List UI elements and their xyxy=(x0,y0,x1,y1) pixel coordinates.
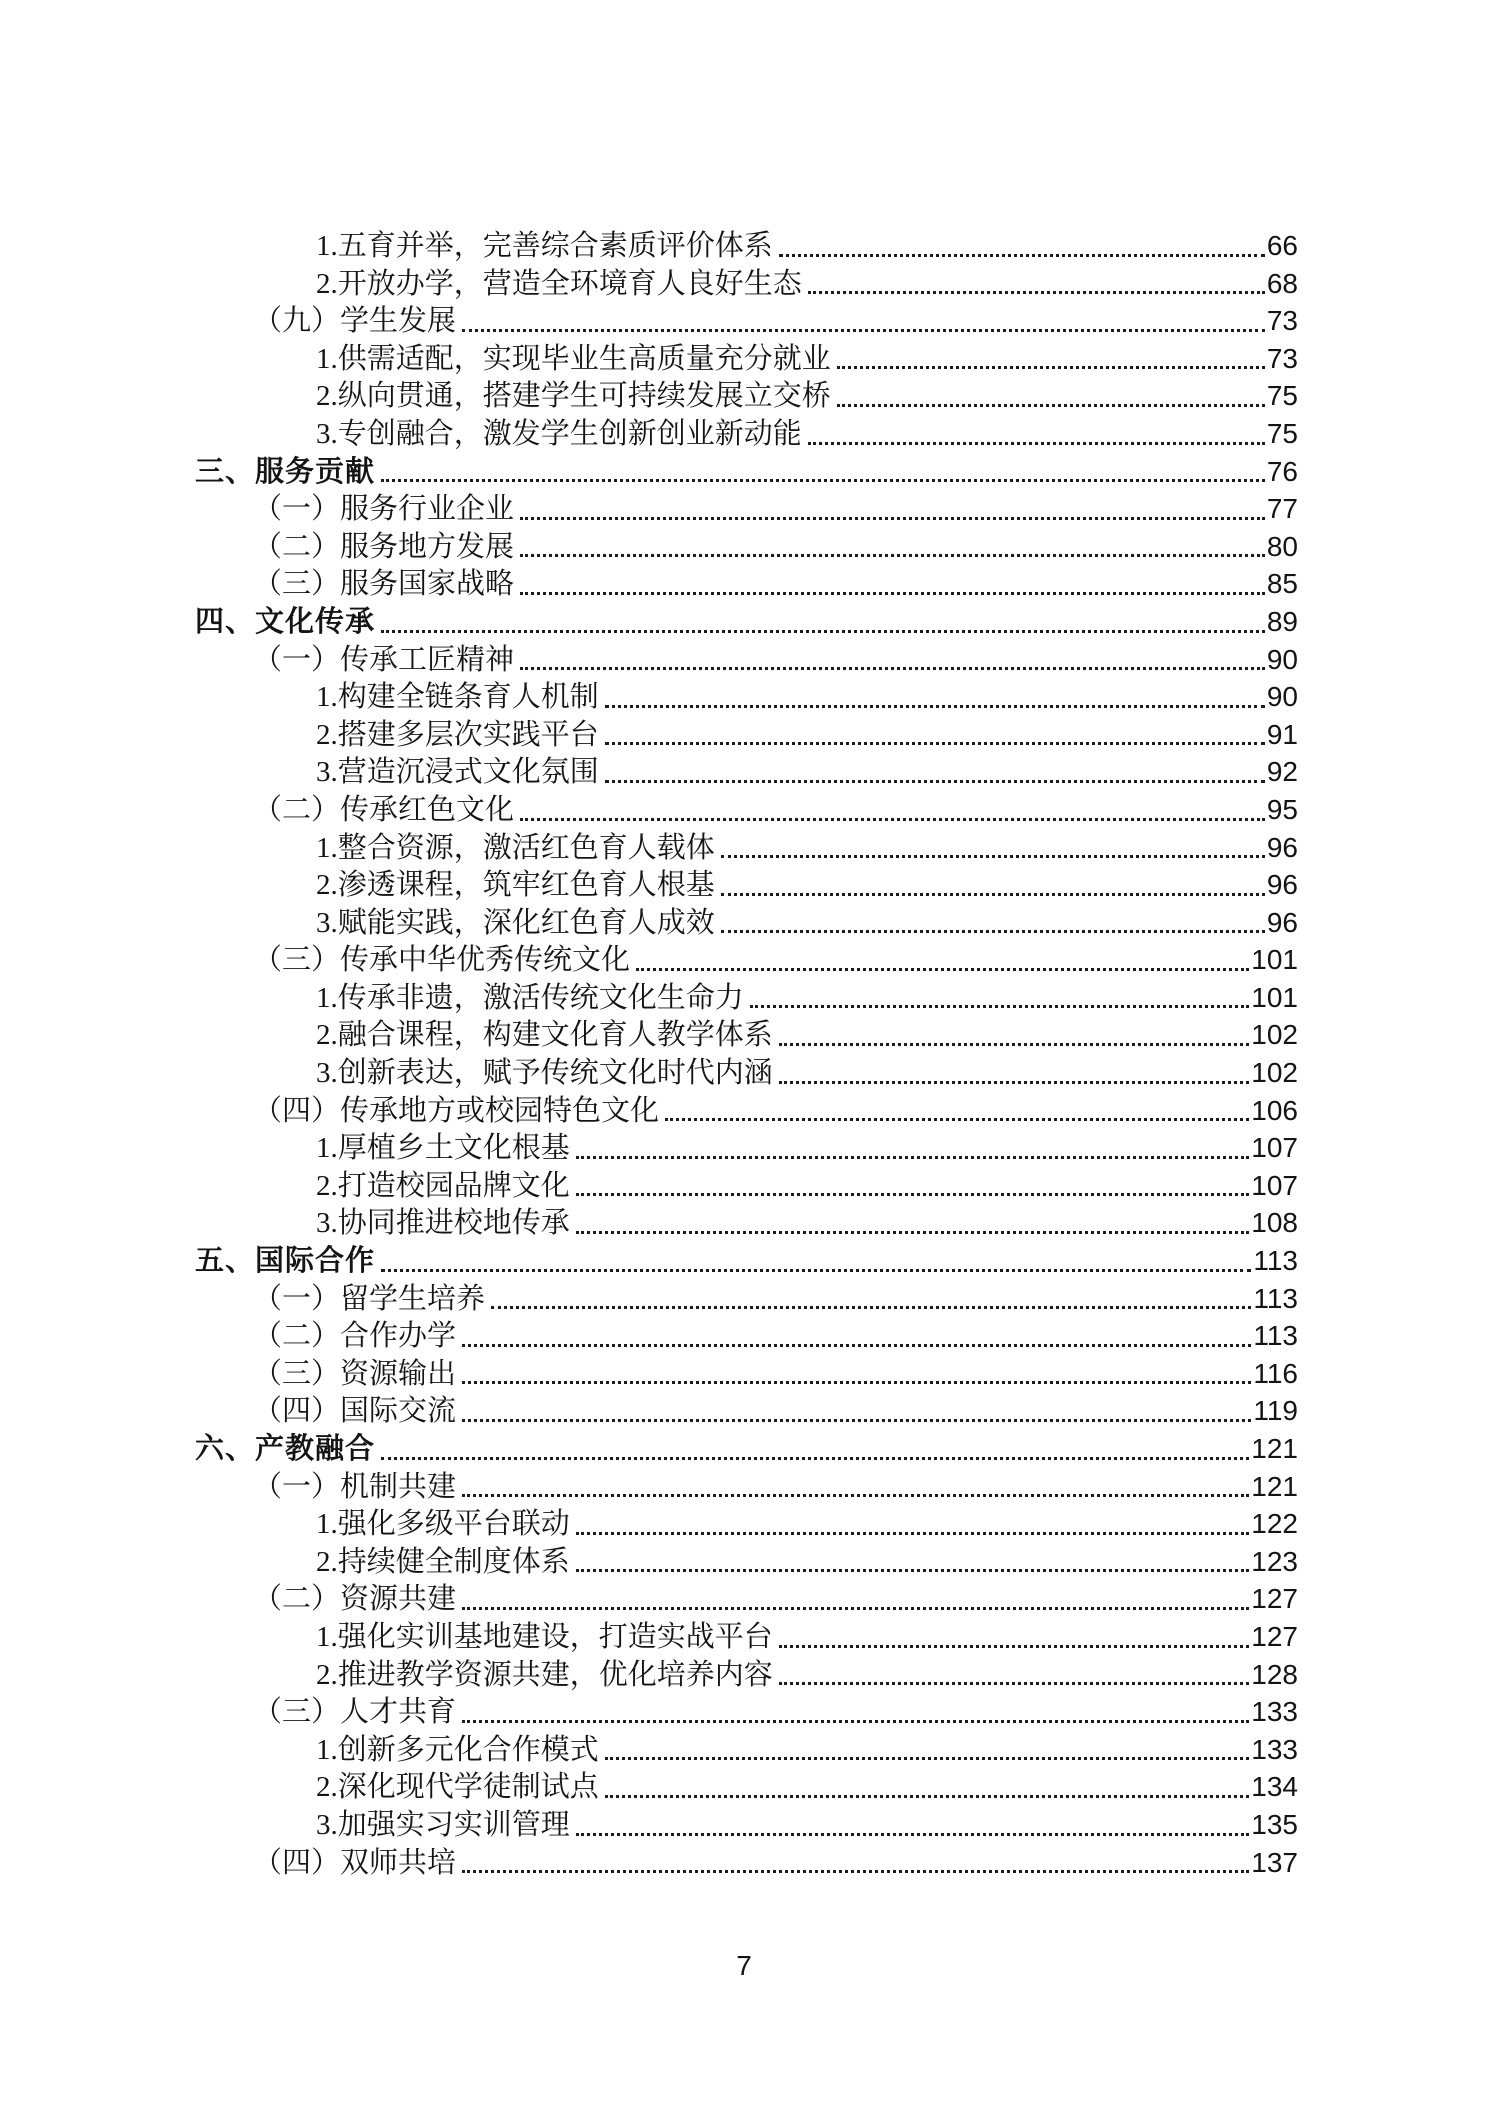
toc-entry-label: 2.渗透课程，筑牢红色育人根基 xyxy=(316,869,715,902)
toc-entry-label: （四）国际交流 xyxy=(253,1395,457,1428)
toc-entry-page: 101 xyxy=(1251,944,1298,976)
toc-entry[interactable] xyxy=(0,453,1298,491)
toc-entry-label: 2.融合课程，构建文化育人教学体系 xyxy=(316,1019,773,1052)
toc-entry[interactable] xyxy=(0,1693,1298,1731)
toc-entry-page: 113 xyxy=(1253,1282,1298,1314)
toc-entry-label: 1.强化多级平台联动 xyxy=(316,1508,570,1541)
toc-entry-label: （四）双师共培 xyxy=(253,1846,457,1879)
toc-entry-label: 1.强化实训基地建设，打造实战平台 xyxy=(316,1620,773,1653)
toc-entry[interactable] xyxy=(0,1768,1298,1806)
dot-leader xyxy=(721,855,1265,858)
toc-entry[interactable] xyxy=(0,753,1298,791)
dot-leader xyxy=(381,1457,1249,1460)
toc-entry[interactable] xyxy=(0,979,1298,1017)
toc-entry[interactable] xyxy=(0,1129,1298,1167)
dot-leader xyxy=(462,1344,1251,1347)
dot-leader xyxy=(520,554,1265,557)
toc-entry[interactable] xyxy=(0,1167,1298,1205)
toc-entry-label: （一）机制共建 xyxy=(253,1470,457,1503)
toc-entry-label: （二）传承红色文化 xyxy=(253,793,515,826)
dot-leader xyxy=(381,630,1265,633)
toc-entry-page: 75 xyxy=(1266,380,1298,412)
toc-entry-label: 1.厚植乡土文化根基 xyxy=(316,1132,570,1165)
toc-entry-page: 80 xyxy=(1266,530,1298,562)
toc-entry[interactable] xyxy=(0,1430,1298,1468)
toc-entry-label: 三、服务贡献 xyxy=(195,455,376,488)
toc-entry-label: 2.纵向贯通，搭建学生可持续发展立交桥 xyxy=(316,380,831,413)
toc-list xyxy=(0,227,1298,1881)
toc-entry[interactable] xyxy=(0,603,1298,641)
toc-entry[interactable] xyxy=(0,340,1298,378)
toc-entry-label: （九）学生发展 xyxy=(253,305,457,338)
toc-entry[interactable] xyxy=(0,1054,1298,1092)
toc-entry-label: （一）传承工匠精神 xyxy=(253,643,515,676)
toc-entry-page: 121 xyxy=(1251,1470,1298,1502)
toc-entry-label: （二）合作办学 xyxy=(253,1320,457,1353)
toc-entry[interactable] xyxy=(0,1317,1298,1355)
toc-entry-page: 96 xyxy=(1266,869,1298,901)
dot-leader xyxy=(576,1156,1250,1159)
toc-entry-page: 73 xyxy=(1266,305,1298,337)
toc-entry-page: 127 xyxy=(1251,1620,1298,1652)
toc-entry[interactable] xyxy=(0,1618,1298,1656)
toc-entry[interactable] xyxy=(0,265,1298,303)
dot-leader xyxy=(665,1118,1249,1121)
dot-leader xyxy=(576,1532,1250,1535)
toc-entry[interactable] xyxy=(0,1543,1298,1581)
dot-leader xyxy=(520,592,1265,595)
toc-entry-page: 90 xyxy=(1266,681,1298,713)
dot-leader xyxy=(381,479,1265,482)
toc-entry-label: 3.赋能实践，深化红色育人成效 xyxy=(316,906,715,939)
toc-entry[interactable] xyxy=(0,678,1298,716)
toc-entry[interactable] xyxy=(0,941,1298,979)
dot-leader xyxy=(576,1231,1250,1234)
toc-entry-page: 75 xyxy=(1266,417,1298,449)
toc-entry[interactable] xyxy=(0,1355,1298,1393)
toc-entry-page: 96 xyxy=(1266,906,1298,938)
toc-entry-label: 3.协同推进校地传承 xyxy=(316,1207,570,1240)
toc-entry-label: 2.打造校园品牌文化 xyxy=(316,1169,570,1202)
toc-entry[interactable] xyxy=(0,377,1298,415)
toc-entry-page: 89 xyxy=(1266,605,1298,637)
toc-entry[interactable] xyxy=(0,528,1298,566)
footer-page-number: 7 xyxy=(736,1950,752,1981)
toc-entry[interactable] xyxy=(0,565,1298,603)
dot-leader xyxy=(462,1381,1251,1384)
toc-entry-label: 1.构建全链条育人机制 xyxy=(316,681,599,714)
toc-entry-label: 1.传承非遗，激活传统文化生命力 xyxy=(316,981,744,1014)
dot-leader xyxy=(808,442,1265,445)
toc-entry-page: 107 xyxy=(1251,1169,1298,1201)
toc-entry-page: 123 xyxy=(1251,1545,1298,1577)
dot-leader xyxy=(721,893,1265,896)
toc-entry-label: 2.搭建多层次实践平台 xyxy=(316,718,599,751)
toc-entry-label: （三）服务国家战略 xyxy=(253,568,515,601)
toc-entry-page: 113 xyxy=(1253,1245,1298,1277)
toc-entry-label: 六、产教融合 xyxy=(195,1433,376,1465)
dot-leader xyxy=(605,780,1265,783)
dot-leader xyxy=(462,329,1265,332)
toc-entry-page: 102 xyxy=(1251,1057,1298,1089)
toc-entry-label: 1.整合资源，激活红色育人载体 xyxy=(316,831,715,864)
toc-entry-page: 90 xyxy=(1266,643,1298,675)
dot-leader xyxy=(605,705,1265,708)
toc-entry-label: （一）服务行业企业 xyxy=(253,493,515,526)
toc-entry-label: 3.专创融合，激发学生创新创业新动能 xyxy=(316,417,802,450)
toc-entry[interactable] xyxy=(0,1656,1298,1694)
toc-entry-label: 四、文化传承 xyxy=(195,605,376,638)
dot-leader xyxy=(779,1645,1250,1648)
toc-entry-page: 116 xyxy=(1253,1357,1298,1389)
toc-entry[interactable] xyxy=(0,791,1298,829)
toc-entry-page: 68 xyxy=(1266,267,1298,299)
toc-entry-label: 1.供需适配，实现毕业生高质量充分就业 xyxy=(316,342,831,375)
toc-entry[interactable] xyxy=(0,227,1298,265)
toc-entry-page: 92 xyxy=(1266,756,1298,788)
toc-entry-page: 119 xyxy=(1253,1395,1298,1427)
toc-entry-page: 76 xyxy=(1266,455,1298,487)
toc-entry-page: 121 xyxy=(1251,1433,1298,1464)
toc-entry-page: 122 xyxy=(1251,1508,1298,1540)
dot-leader xyxy=(520,667,1265,670)
dot-leader xyxy=(462,1720,1249,1723)
dot-leader xyxy=(520,818,1265,821)
toc-entry-page: 101 xyxy=(1251,981,1298,1013)
dot-leader xyxy=(636,968,1249,971)
dot-leader xyxy=(605,1795,1250,1798)
toc-entry[interactable] xyxy=(0,1731,1298,1769)
toc-entry[interactable] xyxy=(0,1580,1298,1618)
toc-entry-label: 2.深化现代学徒制试点 xyxy=(316,1771,599,1804)
toc-entry-label: （二）服务地方发展 xyxy=(253,530,515,563)
dot-leader xyxy=(837,404,1265,407)
toc-entry[interactable] xyxy=(0,1016,1298,1054)
dot-leader xyxy=(837,366,1265,369)
toc-entry-page: 96 xyxy=(1266,831,1298,863)
toc-entry-label: （四）传承地方或校园特色文化 xyxy=(253,1094,660,1127)
toc-entry[interactable] xyxy=(0,716,1298,754)
toc-entry[interactable] xyxy=(0,1806,1298,1844)
toc-entry-label: （二）资源共建 xyxy=(253,1583,457,1616)
toc-entry-page: 102 xyxy=(1251,1019,1298,1051)
dot-leader xyxy=(721,930,1265,933)
toc-entry[interactable] xyxy=(0,1844,1298,1882)
toc-entry-page: 128 xyxy=(1251,1658,1298,1690)
dot-leader xyxy=(576,1569,1250,1572)
dot-leader xyxy=(381,1269,1251,1272)
toc-entry[interactable] xyxy=(0,641,1298,679)
toc-entry-page: 133 xyxy=(1251,1696,1298,1728)
toc-entry-page: 107 xyxy=(1251,1132,1298,1164)
dot-leader xyxy=(491,1306,1251,1309)
toc-entry-label: （一）留学生培养 xyxy=(253,1282,486,1315)
toc-entry[interactable] xyxy=(0,302,1298,340)
dot-leader xyxy=(808,291,1265,294)
toc-entry-page: 133 xyxy=(1251,1733,1298,1765)
toc-entry-label: （三）传承中华优秀传统文化 xyxy=(253,944,631,977)
dot-leader xyxy=(462,1494,1249,1497)
toc-entry[interactable] xyxy=(0,1392,1298,1430)
toc-entry-page: 95 xyxy=(1266,793,1298,825)
toc-entry-label: 五、国际合作 xyxy=(195,1245,376,1278)
toc-entry-label: （三）资源输出 xyxy=(253,1357,457,1390)
toc-entry[interactable] xyxy=(0,904,1298,942)
toc-entry-label: 3.创新表达，赋予传统文化时代内涵 xyxy=(316,1057,773,1090)
toc-entry[interactable] xyxy=(0,490,1298,528)
toc-entry[interactable] xyxy=(0,1468,1298,1506)
toc-entry[interactable] xyxy=(0,1505,1298,1543)
dot-leader xyxy=(605,1757,1250,1760)
toc-entry-page: 106 xyxy=(1251,1094,1298,1126)
toc-entry[interactable] xyxy=(0,415,1298,453)
toc-entry-page: 134 xyxy=(1251,1771,1298,1803)
toc-entry-page: 66 xyxy=(1266,230,1298,261)
toc-entry[interactable] xyxy=(0,1092,1298,1130)
dot-leader xyxy=(462,1419,1251,1422)
toc-entry-label: 1.五育并举，完善综合素质评价体系 xyxy=(316,230,773,262)
dot-leader xyxy=(576,1833,1250,1836)
toc-entry-page: 108 xyxy=(1251,1207,1298,1239)
dot-leader xyxy=(779,254,1265,257)
toc-entry-page: 85 xyxy=(1266,568,1298,600)
dot-leader xyxy=(779,1043,1250,1046)
toc-entry-label: 2.持续健全制度体系 xyxy=(316,1545,570,1578)
dot-leader xyxy=(462,1607,1249,1610)
dot-leader xyxy=(750,1005,1250,1008)
toc-entry-label: （三）人才共育 xyxy=(253,1696,457,1729)
toc-entry[interactable] xyxy=(0,1242,1298,1280)
toc-entry-page: 77 xyxy=(1266,493,1298,525)
toc-entry-label: 3.营造沉浸式文化氛围 xyxy=(316,756,599,789)
toc-entry-page: 127 xyxy=(1251,1583,1298,1615)
toc-entry[interactable] xyxy=(0,829,1298,867)
dot-leader xyxy=(605,742,1265,745)
toc-entry-page: 73 xyxy=(1266,342,1298,374)
toc-entry-label: 2.推进教学资源共建，优化培养内容 xyxy=(316,1658,773,1691)
toc-entry-label: 2.开放办学，营造全环境育人良好生态 xyxy=(316,267,802,300)
toc-entry-page: 135 xyxy=(1251,1808,1298,1840)
toc-entry[interactable] xyxy=(0,1204,1298,1242)
dot-leader xyxy=(779,1682,1250,1685)
toc-entry-page: 137 xyxy=(1251,1846,1298,1878)
dot-leader xyxy=(520,517,1265,520)
dot-leader xyxy=(462,1870,1249,1873)
toc-entry-label: 3.加强实习实训管理 xyxy=(316,1808,570,1841)
toc-entry-label: 1.创新多元化合作模式 xyxy=(316,1733,599,1766)
dot-leader xyxy=(779,1081,1250,1084)
toc-entry[interactable] xyxy=(0,866,1298,904)
toc-entry-page: 91 xyxy=(1266,718,1298,750)
toc-entry-page: 113 xyxy=(1253,1320,1298,1352)
toc-entry[interactable] xyxy=(0,1280,1298,1318)
dot-leader xyxy=(576,1193,1250,1196)
